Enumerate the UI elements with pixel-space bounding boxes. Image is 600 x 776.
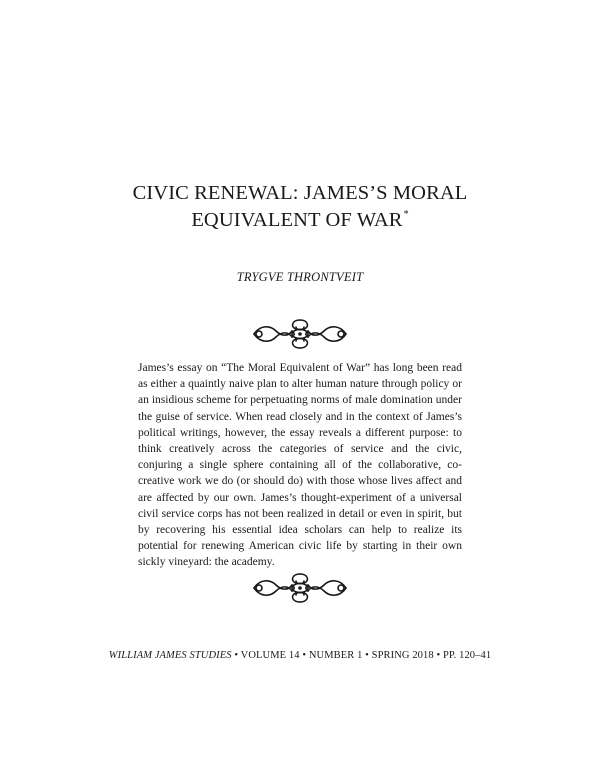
article-title: [0, 180, 600, 237]
journal-name: WILLIAM JAMES STUDIES: [108, 650, 232, 661]
article-abstract: James’s essay on “The Moral Equivalent of War” has long been read as either a quaintly naive plan to alter human nature through policy or an insidious scheme for perpetuating norms of male domination under the guise of service. When read closely and in the context of James’s political writings, however, the essay reveals a different purpose: to think creatively across the categories of service and the civic, conjuring a single sphere containing all of the collaborative, co-creative work we do (or should do) with those whose lives affect and are affected by our own. James’s thought-experiment of a universal civil service corps has not been realized in detail or even in spirit, but by recovering his essential idea scholars can help to realize its potential for renewing American civic life by starting in their own sickly vineyard: the academy.: [138, 362, 462, 569]
title-footnote-mark[interactable]: *: [403, 209, 409, 220]
ornament-scroll-icon: [250, 571, 350, 605]
article-title-line-2-text: EQUIVALENT OF WAR: [191, 209, 403, 231]
article-title-line-1: CIVIC RENEWAL: JAMES’S MORAL: [132, 182, 468, 204]
article-author: TRYGVE THRONTVEIT: [236, 270, 364, 284]
ornament-scroll-icon: [250, 317, 350, 351]
issue-details: • VOLUME 14 • NUMBER 1 • SPRING 2018 • PP. 120–41: [231, 650, 492, 661]
journal-citation-footer: [0, 650, 600, 661]
article-title-line-2: [0, 207, 600, 237]
